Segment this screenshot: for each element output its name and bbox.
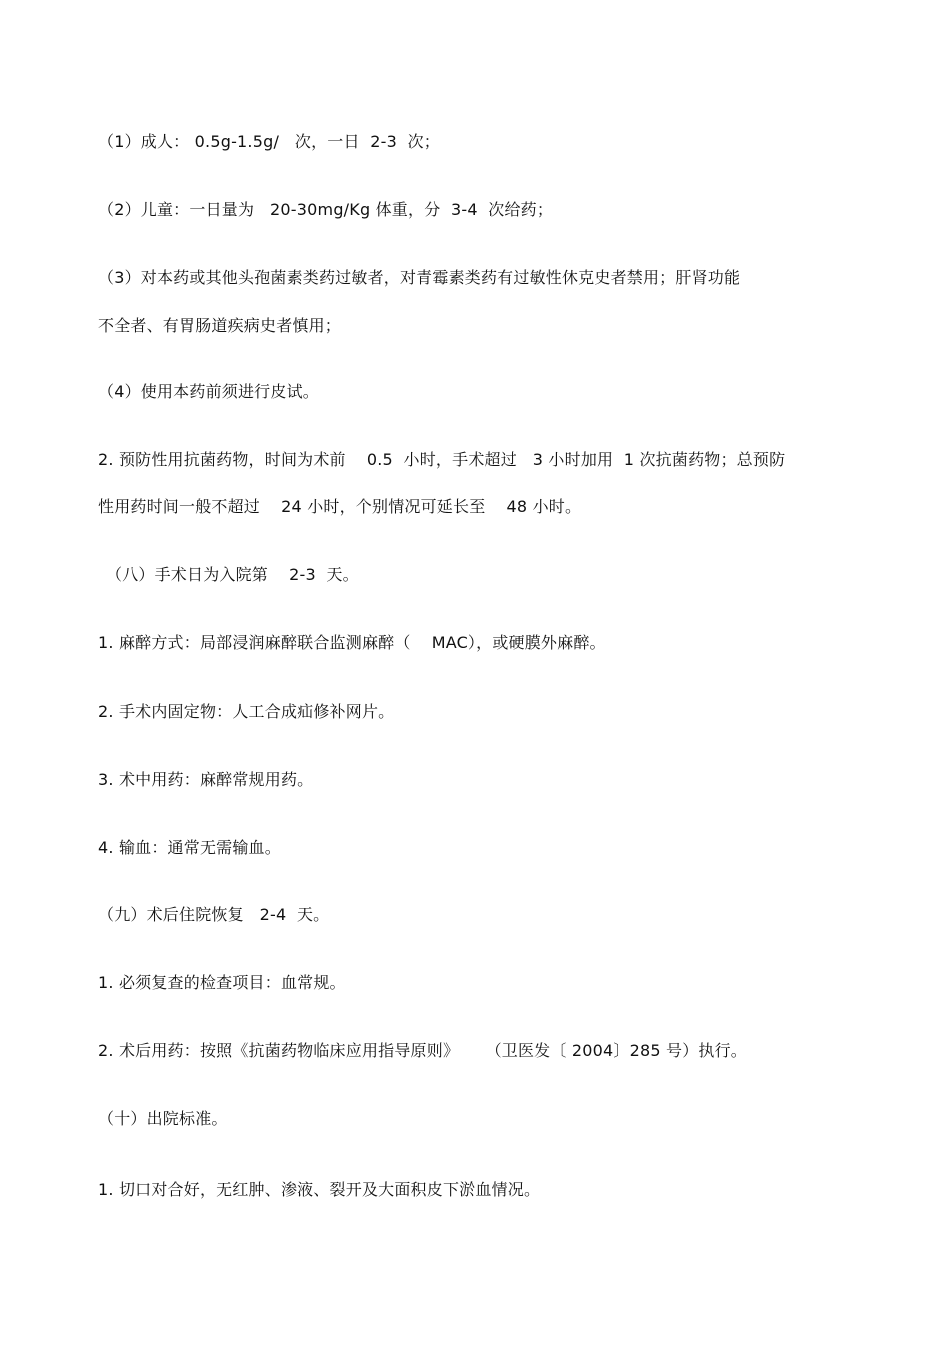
prophylaxis-line-2: 性用药时间一般不超过 24 小时，个别情况可延长至 48 小时。 [98, 497, 582, 516]
section-heading-eight: （八）手术日为入院第 2-3 天。 [106, 565, 359, 584]
section-heading-nine: （九）术后住院恢复 2-4 天。 [98, 905, 330, 924]
internal-fixation: 2. 手术内固定物：人工合成疝修补网片。 [98, 702, 395, 721]
skin-test-note: （4）使用本药前须进行皮试。 [98, 382, 319, 401]
postop-medication: 2. 术后用药：按照《抗菌药物临床应用指导原则》 （卫医发〔 2004〕285 号）执行。 [98, 1041, 748, 1060]
discharge-criterion-1: 1. 切口对合好，无红肿、渗液、裂开及大面积皮下淤血情况。 [98, 1180, 541, 1199]
dosage-adult: （1）成人： 0.5g-1.5g/ 次，一日 2-3 次； [98, 132, 440, 151]
contraindication-line-2: 不全者、有胃肠道疾病史者慎用； [98, 316, 342, 335]
section-heading-ten: （十）出院标准。 [98, 1109, 228, 1128]
prophylaxis-line-1: 2. 预防性用抗菌药物，时间为术前 0.5 小时，手术超过 3 小时加用 1 次抗菌药物；总预防 [98, 450, 786, 469]
blood-transfusion: 4. 输血：通常无需输血。 [98, 838, 281, 857]
dosage-child: （2）儿童：一日量为 20-30mg/Kg 体重，分 3-4 次给药； [98, 200, 554, 219]
intraop-medication: 3. 术中用药：麻醉常规用药。 [98, 770, 314, 789]
required-tests: 1. 必须复查的检查项目：血常规。 [98, 973, 346, 992]
anesthesia-method: 1. 麻醉方式：局部浸润麻醉联合监测麻醉（ MAC），或硬膜外麻醉。 [98, 633, 606, 652]
contraindication-line-1: （3）对本药或其他头孢菌素类药过敏者，对青霉素类药有过敏性休克史者禁用；肝肾功能 [98, 268, 741, 287]
